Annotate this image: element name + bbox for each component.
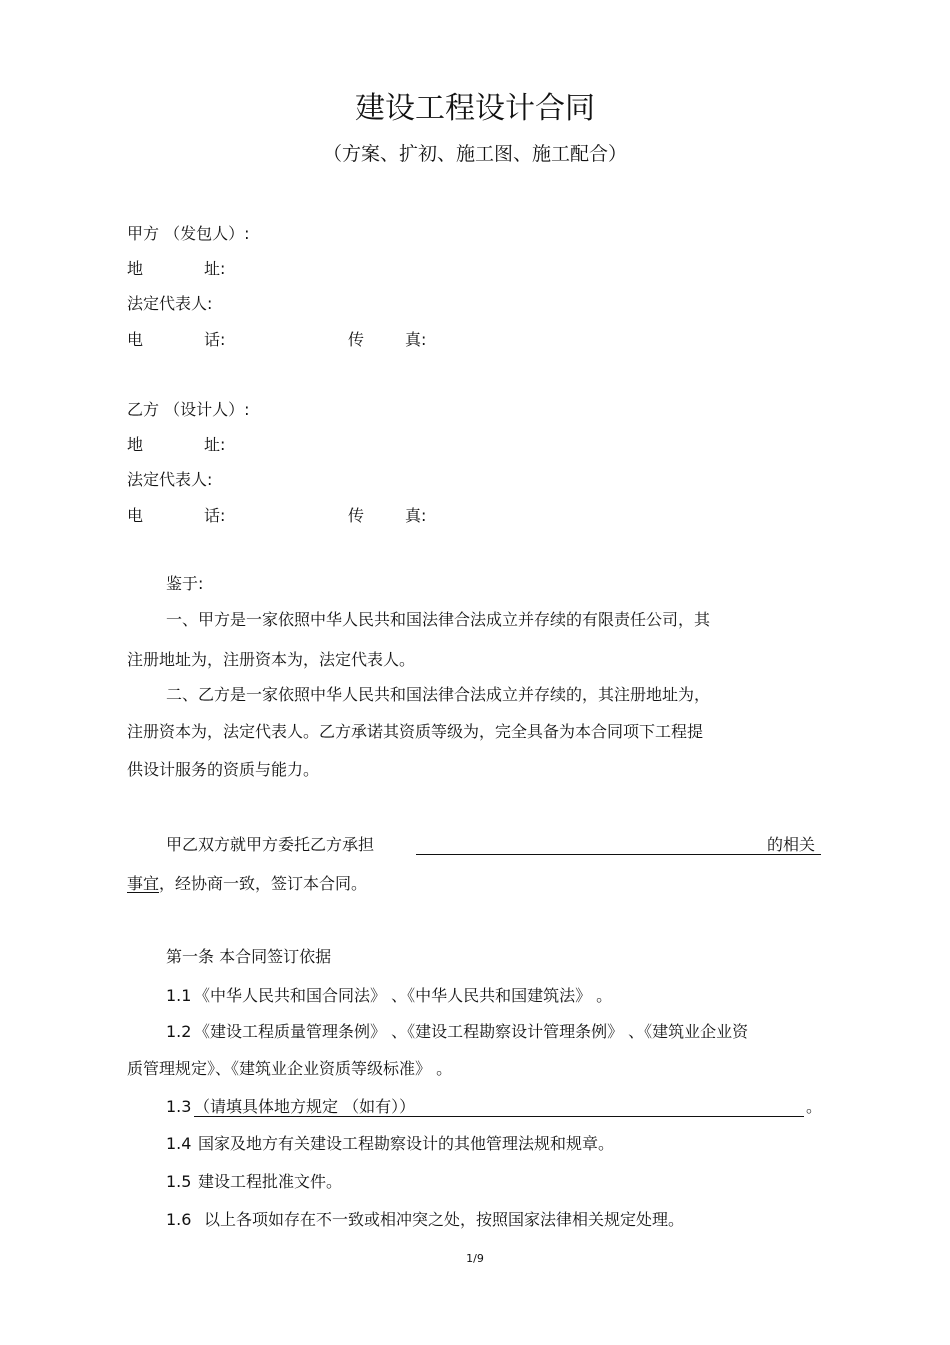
item-1-4-number: 1.4: [166, 1134, 192, 1153]
party-a-address-label-2: 址:: [204, 259, 226, 278]
article-1-heading: 第一条 本合同签订依据: [166, 947, 332, 966]
item-1-3-period: 。: [806, 1097, 823, 1116]
party-b-fax-label-1: 传: [348, 506, 365, 525]
agreement-matter-underlined: 事宜: [127, 874, 160, 893]
party-a-phone-label-1: 电: [127, 330, 144, 349]
item-1-6-number: 1.6: [166, 1210, 192, 1229]
page-number: 1/9: [466, 1252, 484, 1265]
item-1-3-blank: [194, 1116, 804, 1117]
item-1-6-text: 以上各项如存在不一致或相冲突之处，按照国家法律相关规定处理。: [204, 1210, 685, 1229]
item-1-5-number: 1.5: [166, 1172, 192, 1191]
item-1-5-text: 建设工程批准文件。: [198, 1172, 343, 1191]
party-a-fax-label-2: 真:: [405, 330, 427, 349]
item-1-2-number: 1.2: [166, 1022, 192, 1041]
item-1-3-number: 1.3: [166, 1097, 192, 1116]
item-1-2-text-line-2: 质管理规定》、《建筑业企业资质等级标准》 。: [127, 1059, 453, 1078]
party-b-fax-label-2: 真:: [405, 506, 427, 525]
whereas-clause-1-line-1: 一、甲方是一家依照中华人民共和国法律合法成立并存续的有限责任公司，其: [166, 610, 711, 629]
party-a-fax-label-1: 传: [348, 330, 365, 349]
party-b-phone-label-2: 话:: [204, 506, 226, 525]
whereas-clause-1-line-2: 注册地址为，注册资本为，法定代表人。: [127, 650, 416, 669]
whereas-clause-2-line-3: 供设计服务的资质与能力。: [127, 760, 320, 779]
agreement-line-1-start: 甲乙双方就甲方委托乙方承担: [166, 835, 375, 854]
agreement-line-2-rest: ，经协商一致，签订本合同。: [159, 874, 368, 893]
party-a-address-label-1: 地: [127, 259, 144, 278]
item-1-2-text-line-1: 《建设工程质量管理条例》 、《建设工程勘察设计管理条例》 、《建筑业企业资: [194, 1022, 749, 1041]
party-b-address-label-1: 地: [127, 435, 144, 454]
whereas-heading: 鉴于:: [166, 574, 204, 593]
party-b-address-label-2: 址:: [204, 435, 226, 454]
party-a-representative-label: 法定代表人:: [127, 294, 213, 313]
item-1-1-number: 1.1: [166, 986, 192, 1005]
party-a-phone-label-2: 话:: [204, 330, 226, 349]
contract-title: 建设工程设计合同: [355, 91, 595, 126]
contract-subtitle: （方案、扩初、施工图、施工配合）: [322, 143, 627, 165]
item-1-3-text: （请填具体地方规定 （如有））: [194, 1097, 416, 1116]
party-b-representative-label: 法定代表人:: [127, 470, 213, 489]
whereas-clause-2-line-1: 二、乙方是一家依照中华人民共和国法律合法成立并存续的，其注册地址为，: [166, 685, 711, 704]
party-b-phone-label-1: 电: [127, 506, 144, 525]
item-1-4-text: 国家及地方有关建设工程勘察设计的其他管理法规和规章。: [198, 1134, 615, 1153]
whereas-clause-2-line-2: 注册资本为，法定代表人。乙方承诺其资质等级为，完全具备为本合同项下工程提: [127, 722, 704, 741]
agreement-line-2: [127, 874, 367, 894]
agreement-line-1-end: 的相关: [767, 835, 816, 854]
party-a-label: 甲方 （发包人）:: [127, 224, 250, 243]
party-b-label: 乙方 （设计人）:: [127, 400, 250, 419]
item-1-1-text: 《中华人民共和国合同法》 、《中华人民共和国建筑法》 。: [194, 986, 613, 1005]
project-name-blank: [416, 854, 821, 855]
